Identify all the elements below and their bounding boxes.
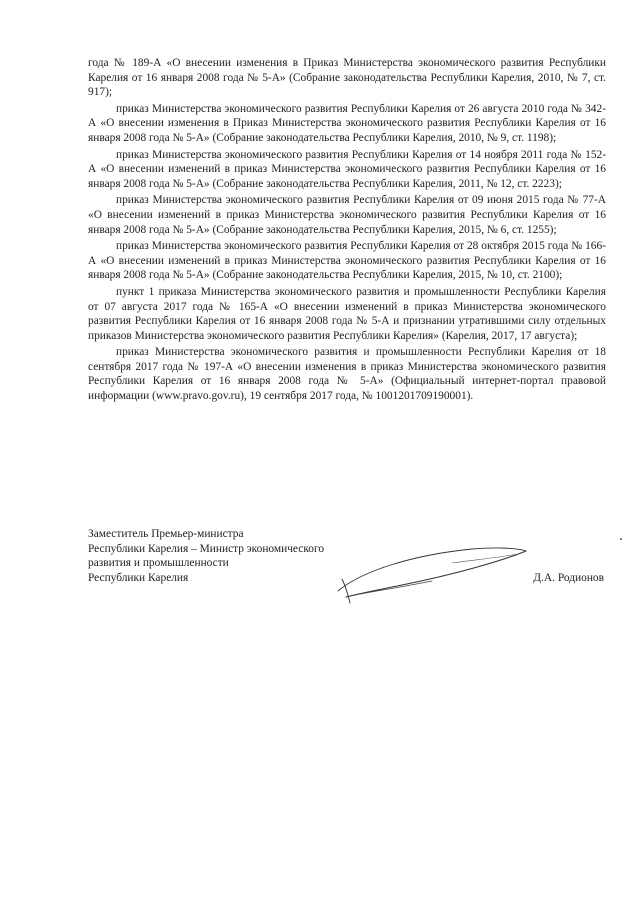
scan-artifact-dot (620, 538, 622, 540)
signature-block (88, 527, 608, 617)
signatory-position-line: Республики Карелия (88, 571, 189, 584)
signatory-name: Д.А. Родионов (533, 572, 604, 584)
signatory-position-line: развития и промышленности (88, 557, 229, 570)
signatory-position-line: Заместитель Премьер-министра (88, 528, 244, 540)
document-body (88, 56, 606, 406)
paragraph-order-152a: приказ Министерства экономического развития Республики Карелия от 14 ноября 2011 года № 152-А «О внесении изменений в приказ Министерства экономического развития Республики Карелия от 16 января 2008 года № 5-А» (Собрание законодательства Республики Карелия, 2011, № 12, ст. 2223); (88, 148, 606, 190)
signatory-position-line: Республики Карелия – Министр экономического (88, 542, 325, 555)
paragraph-order-197a: приказ Министерства экономического развития и промышленности Республики Карелия от 18 сентября 2017 года № 197-А «О внесении изменения в приказ Министерства экономического развития Республики Карелия от 16 января 2008 года № 5-А» (Официальный интернет-портал правовой информации (www.pravo.gov.ru), 19 сентября 2017 года, № 1001201709190001). (88, 346, 606, 403)
handwritten-signature (332, 541, 532, 607)
paragraph-order-189a: года № 189-А «О внесении изменения в Приказ Министерства экономического развития Республики Карелия от 16 января 2008 года № 5-А» (Собрание законодательства Республики Карелия, 2010, № 7, ст. 917); (88, 57, 606, 99)
paragraph-order-342a: приказ Министерства экономического развития Республики Карелия от 26 августа 2010 года № 342-А «О внесении изменения в Приказ Министерства экономического развития Республики Карелия от 16 января 2008 года № 5-А» (Собрание законодательства Республики Карелия, 2010, № 9, ст. 1198); (88, 102, 606, 144)
paragraph-order-165a: пункт 1 приказа Министерства экономического развития и промышленности Республики Карелия от 07 августа 2017 года № 165-А «О внесении изменений в приказ Министерства экономического развития Республики Карелия от 16 января 2008 года № 5-А и признании утратившими силу отдельных приказов Министерства экономического развития Республики Карелия» (Карелия, 2017, 17 августа); (88, 285, 606, 342)
paragraph-order-77a: приказ Министерства экономического развития Республики Карелия от 09 июня 2015 года № 77-А «О внесении изменений в приказ Министерства экономического развития Республики Карелия от 16 января 2008 года № 5-А» (Собрание законодательства Республики Карелия, 2015, № 6, ст. 1255); (88, 194, 606, 236)
paragraph-order-166a: приказ Министерства экономического развития Республики Карелия от 28 октября 2015 года № 166-А «О внесении изменений в приказ Министерства экономического развития Республики Карелия от 16 января 2008 года № 5-А» (Собрание законодательства Республики Карелия, 2015, № 10, ст. 2100); (88, 240, 606, 282)
